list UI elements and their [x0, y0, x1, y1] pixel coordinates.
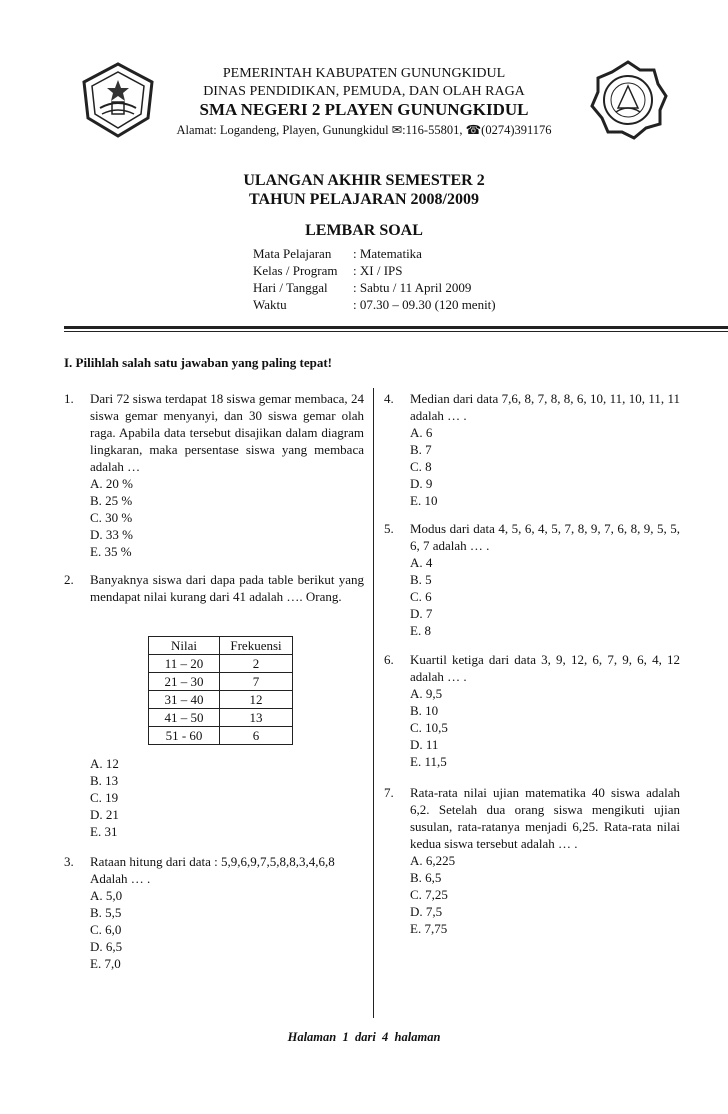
table-row [149, 691, 293, 709]
question-number: 1. [64, 391, 74, 406]
answer-option: B. 5,5 [90, 905, 122, 920]
question-number: 3. [64, 854, 74, 869]
table-row [149, 673, 293, 691]
table-cell: 6 [220, 727, 293, 745]
school-address: Alamat: Logandeng, Playen, Gunungkidul ✉:116-55801, ☎(0274)391176 [176, 123, 552, 137]
table-cell: 7 [220, 673, 293, 691]
question-3 [64, 853, 364, 973]
answer-option: D. 6,5 [90, 939, 123, 954]
answer-option: D. 33 % [90, 527, 133, 542]
question-5 [384, 520, 680, 640]
answer-option: C. 6,0 [90, 922, 122, 937]
exam-year: TAHUN PELAJARAN 2008/2009 [249, 191, 479, 208]
column-divider [373, 388, 374, 1018]
answer-option: A. 6 [410, 425, 433, 440]
answer-option: B. 13 [90, 773, 119, 788]
table-header: Frekuensi [220, 637, 293, 655]
answer-option: A. 4 [410, 555, 433, 570]
section-instruction: I. Pilihlah salah satu jawaban yang paling tepat! [64, 355, 333, 370]
answer-option: B. 10 [410, 703, 439, 718]
table-header-row [149, 637, 293, 655]
question-text: Rata-rata nilai ujian matematika 40 siswa adalah 6,2. Setelah dua orang siswa mengikuti ujian susulan, rata-ratanya menjadi 6,25. Rata-rata nilai kedua siswa tersebut adalah … . [410, 785, 680, 851]
info-value: : XI / IPS [353, 263, 403, 278]
school-name: SMA NEGERI 2 PLAYEN GUNUNGKIDUL [199, 100, 529, 119]
table-row [149, 727, 293, 745]
department-name: DINAS PENDIDIKAN, PEMUDA, DAN OLAH RAGA [203, 84, 525, 99]
answer-option: D. 7,5 [410, 904, 443, 919]
government-name: PEMERINTAH KABUPATEN GUNUNGKIDUL [222, 66, 506, 81]
answer-option: E. 11,5 [410, 754, 447, 769]
answer-option: D. 11 [410, 737, 439, 752]
table-cell: 41 – 50 [149, 709, 220, 727]
question-1 [64, 390, 364, 560]
question-number: 6. [384, 652, 394, 667]
table-cell: 2 [220, 655, 293, 673]
question-number: 4. [384, 391, 394, 406]
answer-option: D. 7 [410, 606, 433, 621]
header-divider [64, 326, 728, 329]
table-row [149, 709, 293, 727]
answer-option: B. 5 [410, 572, 432, 587]
page-footer: Halaman 1 dari 4 halaman [287, 1030, 441, 1044]
answer-option: E. 7,0 [90, 956, 121, 971]
table-cell: 13 [220, 709, 293, 727]
question-number: 7. [384, 785, 394, 800]
info-value: : Sabtu / 11 April 2009 [353, 280, 472, 295]
answer-option: B. 25 % [90, 493, 133, 508]
answer-option: A. 20 % [90, 476, 133, 491]
question-text: Banyaknya siswa dari dapa pada table berikut yang mendapat nilai kurang dari 41 adalah …. Orang. [90, 572, 364, 604]
question-6 [384, 651, 680, 771]
answer-option: C. 19 [90, 790, 119, 805]
answer-option: A. 6,225 [410, 853, 456, 868]
question-text: Dari 72 siswa terdapat 18 siswa gemar membaca, 24 siswa gemar menyanyi, dan 30 siswa gemar olah raga. Apabila data tersebut disajikan dalam diagram lingkaran, maka persentase siswa yang membaca adalah … [90, 391, 364, 474]
answer-option: C. 8 [410, 459, 432, 474]
question-7 [384, 784, 680, 944]
table-cell: 11 – 20 [149, 655, 220, 673]
question-text: Rataan hitung dari data : 5,9,6,9,7,5,8,8,3,4,6,8 Adalah … . [90, 854, 335, 886]
question-text: Kuartil ketiga dari data 3, 9, 12, 6, 7, 9, 6, 4, 12 adalah … . [410, 652, 680, 684]
answer-option: B. 6,5 [410, 870, 442, 885]
header-divider-thin [64, 331, 728, 332]
answer-option: A. 5,0 [90, 888, 123, 903]
table-cell: 51 - 60 [149, 727, 220, 745]
question-text: Median dari data 7,6, 8, 7, 8, 8, 6, 10, 11, 10, 11, 11 adalah … . [410, 391, 680, 423]
answer-option: C. 6 [410, 589, 432, 604]
question-4 [384, 390, 680, 510]
question-number: 5. [384, 521, 394, 536]
answer-option: D. 9 [410, 476, 433, 491]
answer-option: E. 8 [410, 623, 431, 638]
info-label: Hari / Tanggal [253, 280, 328, 295]
info-label: Waktu [253, 297, 287, 312]
answer-option: D. 21 [90, 807, 119, 822]
sheet-title: LEMBAR SOAL [305, 222, 423, 239]
question-text: Modus dari data 4, 5, 6, 4, 5, 7, 8, 9, 7, 6, 8, 9, 5, 5, 6, 7 adalah … . [410, 521, 680, 553]
exam-title: ULANGAN AKHIR SEMESTER 2 [243, 172, 485, 189]
answer-option: C. 7,25 [410, 887, 448, 902]
answer-option: E. 10 [410, 493, 438, 508]
answer-option: E. 7,75 [410, 921, 448, 936]
question-number: 2. [64, 572, 74, 587]
answer-option: B. 7 [410, 442, 432, 457]
question-2 [64, 571, 364, 841]
table-cell: 31 – 40 [149, 691, 220, 709]
info-label: Kelas / Program [253, 263, 338, 278]
answer-option: A. 9,5 [410, 686, 443, 701]
frequency-table [148, 636, 293, 745]
answer-option: E. 31 [90, 824, 118, 839]
table-cell: 12 [220, 691, 293, 709]
table-cell: 21 – 30 [149, 673, 220, 691]
info-label: Mata Pelajaran [253, 246, 332, 261]
answer-option: C. 30 % [90, 510, 133, 525]
answer-option: C. 10,5 [410, 720, 448, 735]
table-header: Nilai [149, 637, 220, 655]
answer-option: A. 12 [90, 756, 119, 771]
info-value: : 07.30 – 09.30 (120 menit) [353, 297, 496, 312]
info-value: : Matematika [353, 246, 422, 261]
answer-option: E. 35 % [90, 544, 132, 559]
table-row [149, 655, 293, 673]
